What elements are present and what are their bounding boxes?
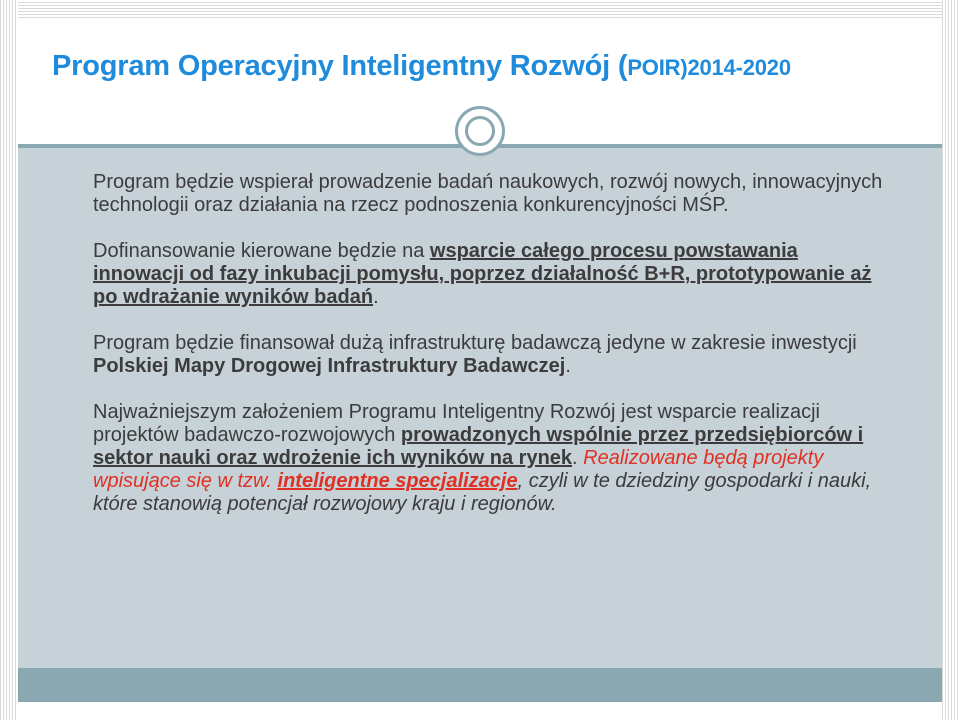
right-stripe-decoration xyxy=(942,0,960,720)
highlight-text: prowadzonych wspólnie przez przedsiębiorców i sektor nauki oraz wdrożenie ich wyników na rynek xyxy=(93,424,864,469)
paragraph-1: Program będzie wspierał prowadzenie badań naukowych, rozwój nowych, innowacyjnych technologii oraz działania na rzecz podnoszenia konkurencyjności MŚP. xyxy=(93,171,883,216)
top-stripe-decoration xyxy=(18,0,942,18)
highlight-text: Polskiej Mapy Drogowej Infrastruktury Badawczej xyxy=(93,355,566,377)
italic-ending: , czyli w te dziedziny gospodarki i nauki, które stanowią potencjał rozwojowy kraju i regionów. xyxy=(93,470,872,515)
circle-ornament-icon xyxy=(455,106,505,156)
smart-specializations-link[interactable]: inteligentne specjalizacje xyxy=(277,470,518,492)
slide-body xyxy=(93,171,893,539)
slide-title: Program Operacyjny Inteligentny Rozwój (POIR)2014-2020 xyxy=(52,50,791,82)
left-stripe-decoration xyxy=(0,0,18,720)
paragraph-4: Najważniejszym założeniem Programu Inteligentny Rozwój jest wsparcie realizacji projektów badawczo-rozwojowych prowadzonych wspólnie przez przedsiębiorców i sektor nauki oraz wdrożenie ich wyników na rynek. Realizowane będą projekty wpisujące się w tzw. inteligentne specjalizacje, czyli w te dziedziny gospodarki i nauki, które stanowią potencjał rozwojowy kraju i regionów. xyxy=(93,401,872,515)
footer-bar xyxy=(18,668,942,702)
red-italic-text: Realizowane będą projekty wpisujące się w tzw. xyxy=(93,447,824,492)
highlight-text: wsparcie całego procesu powstawania innowacji od fazy inkubacji pomysłu, poprzez działalność B+R, prototypowanie aż po wdrażanie wyników badań xyxy=(93,240,872,308)
paragraph-3: Program będzie finansował dużą infrastrukturę badawczą jedyne w zakresie inwestycji Polskiej Mapy Drogowej Infrastruktury Badawczej. xyxy=(93,332,857,377)
paragraph-2: Dofinansowanie kierowane będzie na wsparcie całego procesu powstawania innowacji od fazy inkubacji pomysłu, poprzez działalność B+R, prototypowanie aż po wdrażanie wyników badań. xyxy=(93,240,872,308)
